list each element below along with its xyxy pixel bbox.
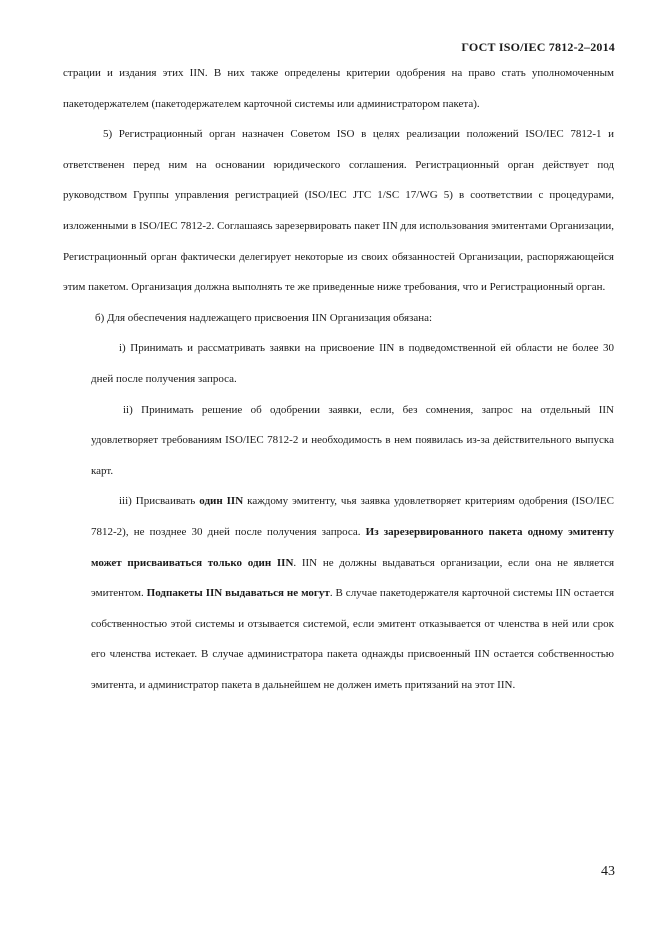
document-header: ГОСТ ISO/IEC 7812-2–2014	[461, 40, 615, 54]
emphasis-text: Из зарезервированного пакета одному эмитенту может присваиваться только один IIN	[91, 525, 614, 569]
subitem-ii: ii) Принимать решение об одобрении заявки, если, без сомнения, запрос на отдельный IIN удовлетворяет требованиям ISO/IEC 7812-2 и необходимость в нем появилась из-за действительного выпуска карт.	[91, 403, 614, 477]
subitem-iii	[91, 486, 614, 700]
subitem-i: i) Принимать и рассматривать заявки на присвоение IIN в подведомственной ей области не более 30 дней после получения запроса.	[91, 342, 614, 385]
text-span: iii) Присваивать	[119, 495, 200, 508]
page-number: 43	[601, 864, 615, 879]
document-body	[63, 58, 614, 700]
emphasis-text: Подпакеты IIN выдаваться не могут	[146, 587, 330, 600]
paragraph-continuation: страции и издания этих IIN. В них также определены критерии одобрения на право стать уполномоченным пакетодержателем (пакетодержателем карточной системы или администратором пакета).	[63, 67, 614, 110]
paragraph-item-b: б) Для обеспечения надлежащего присвоения IIN Организация обязана:	[95, 311, 433, 324]
text-span: . IIN не должны выдаваться организации, если она не является эмитентом.	[91, 556, 615, 600]
text-span: каждому эмитенту, чья заявка удовлетворяет критериям одобрения (ISO/IEC 7812-2), не позднее 30 дней после получения запроса.	[91, 495, 614, 538]
text-span: . В случае пакетодержателя карточной системы IIN остается собственностью этой системы и отзывается системой, если эмитент отказывается от членства в ней или срок его членства истекает. В случае администратора пакета однажды присвоенный IIN остается собственностью эмитента, и администратор пакета в дальнейшем не должен иметь притязаний на этот IIN.	[91, 587, 615, 691]
emphasis-text: один IIN	[199, 495, 244, 508]
paragraph-item-5: 5) Регистрационный орган назначен Советом ISO в целях реализации положений ISO/IEC 7812-1 и ответственен перед ним на основании юридического соглашения. Регистрационный орган действует под руководством Группы управления регистрацией (ISO/IEC JTC 1/SC 17/WG 5) в соответствии с процедурами, изложенными в ISO/IEC 7812-2. Соглашаясь зарезервировать пакет IIN для использования эмитентами Организации, Регистрационный орган фактически делегирует некоторые из своих обязанностей Организации, распоряжающейся этим пакетом. Организация должна выполнять те же приведенные ниже требования, что и Регистрационный орган.	[63, 128, 614, 294]
